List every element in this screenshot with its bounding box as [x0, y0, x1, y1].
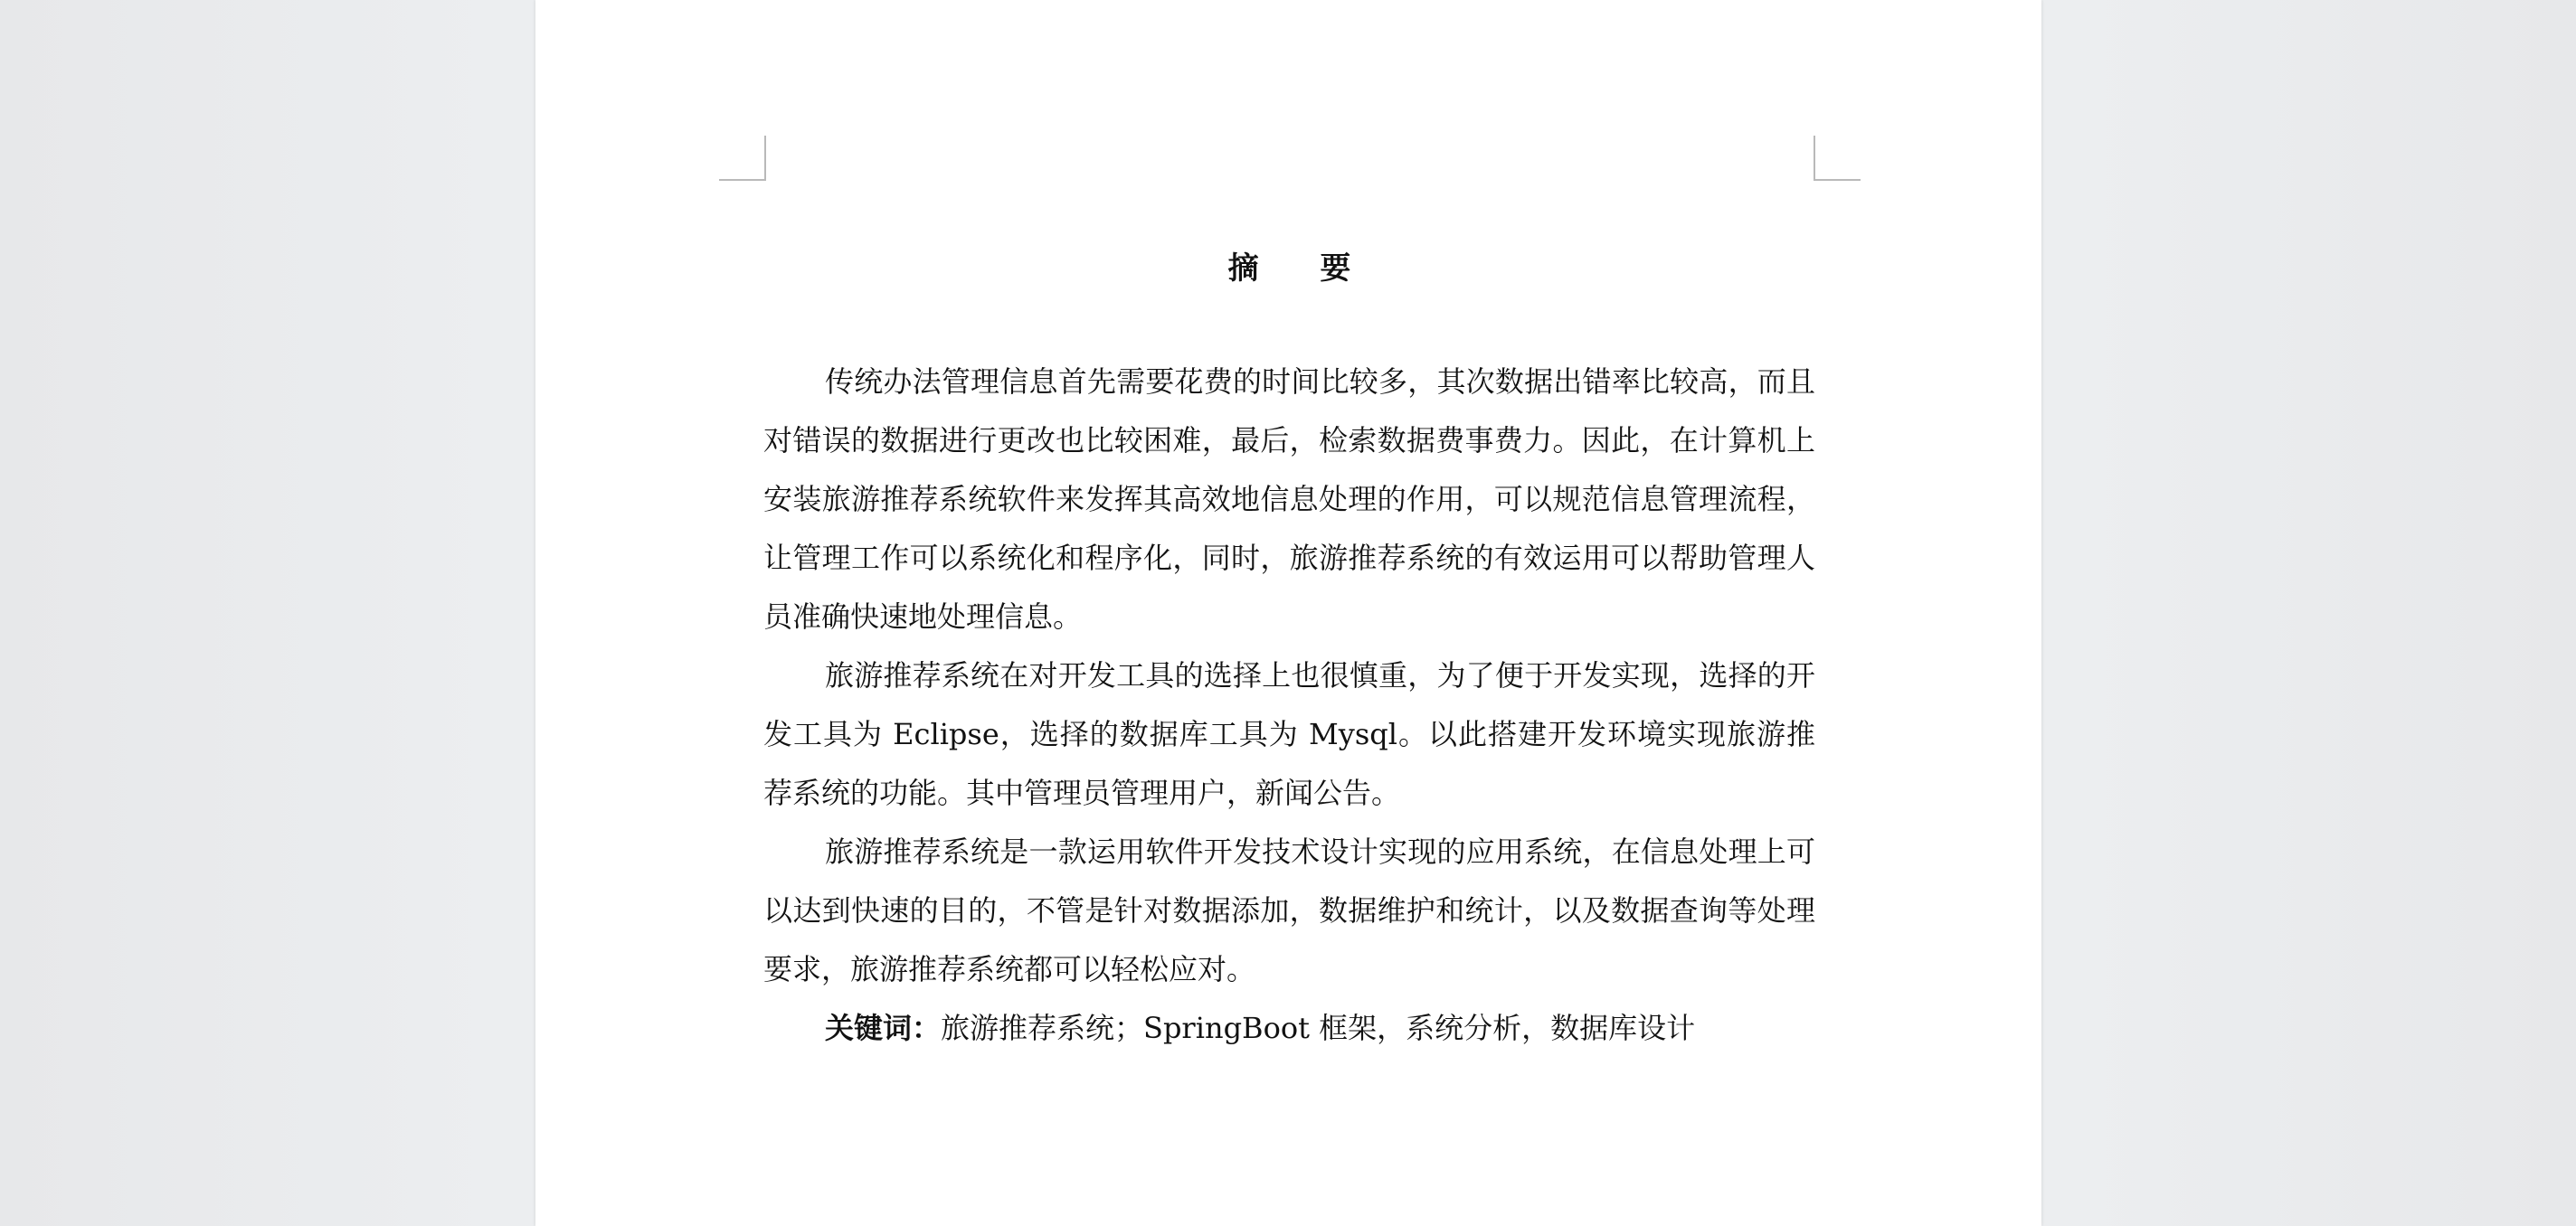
- document-page[interactable]: [535, 0, 2041, 1226]
- margin-corner-mark-left: [719, 136, 766, 181]
- keywords-line: [763, 999, 1815, 1058]
- keywords-label: 关键词：: [825, 1011, 942, 1045]
- keywords-text: 旅游推荐系统；SpringBoot 框架，系统分析，数据库设计: [941, 1011, 1696, 1045]
- abstract-paragraph-3: 旅游推荐系统是一款运用软件开发技术设计实现的应用系统，在信息处理上可以达到快速的目的，不管是针对数据添加，数据维护和统计，以及数据查询等处理要求，旅游推荐系统都可以轻松应对。: [763, 835, 1815, 986]
- abstract-title: 摘 要: [1227, 250, 1377, 287]
- abstract-paragraph-2: 旅游推荐系统在对开发工具的选择上也很慎重，为了便于开发实现，选择的开发工具为 Eclipse，选择的数据库工具为 Mysql。以此搭建开发环境实现旅游推荐系统的功能。其中管理员管理用户，新闻公告。: [763, 658, 1815, 810]
- abstract-paragraph-1: 传统办法管理信息首先需要花费的时间比较多，其次数据出错率比较高，而且对错误的数据进行更改也比较困难，最后，检索数据费事费力。因此，在计算机上安装旅游推荐系统软件来发挥其高效地信息处理的作用，可以规范信息管理流程，让管理工作可以系统化和程序化，同时，旅游推荐系统的有效运用可以帮助管理人员准确快速地处理信息。: [763, 364, 1815, 634]
- margin-corner-mark-right: [1814, 136, 1861, 181]
- document-body[interactable]: [763, 237, 1815, 1058]
